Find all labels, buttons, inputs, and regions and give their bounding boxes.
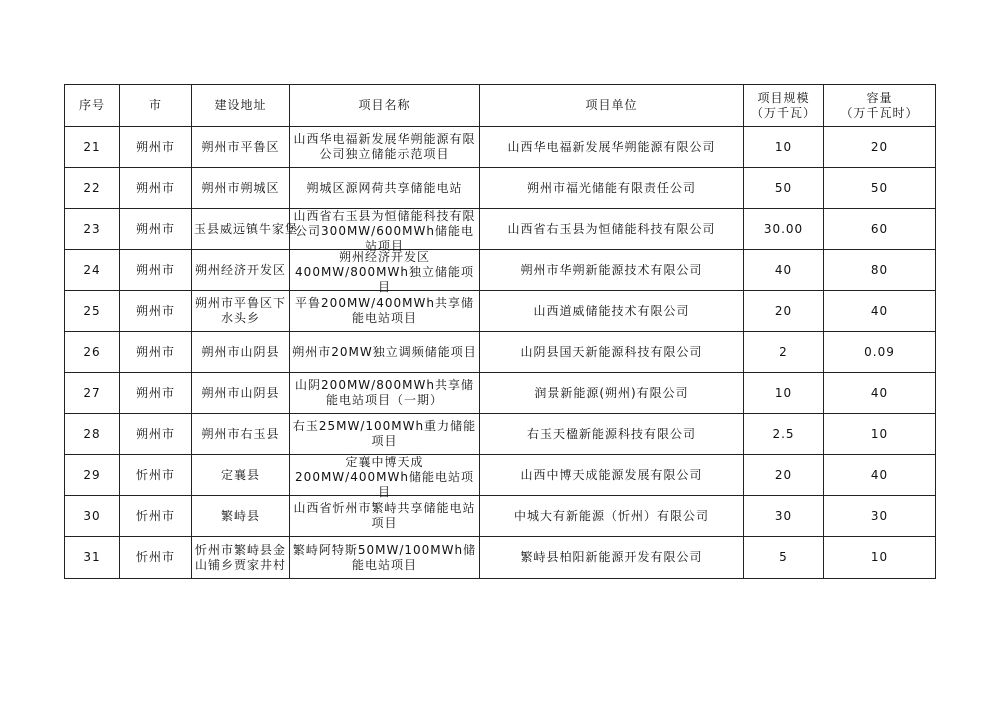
table-row: [65, 291, 936, 332]
project-table: [64, 84, 936, 579]
cell-capacity: 30: [824, 496, 936, 537]
table-row: [65, 414, 936, 455]
cell-capacity: 60: [824, 209, 936, 250]
cell-location: [192, 537, 290, 579]
cell-capacity: 20: [824, 127, 936, 168]
table-row: [65, 455, 936, 496]
cell-location: [192, 332, 290, 373]
cell-scale: 30: [744, 496, 824, 537]
cell-seq: 30: [65, 496, 120, 537]
cell-location-text: 朔州市山阴县: [201, 344, 280, 359]
cell-name: [290, 496, 480, 537]
cell-location: [192, 209, 299, 250]
header-scale-line1: 项目规模: [757, 90, 810, 105]
cell-location-text: 繁峙县: [220, 508, 260, 523]
cell-location-text: 忻州市繁峙县金山铺乡贾家井村: [194, 542, 286, 572]
cell-name: [290, 209, 480, 253]
cell-name: [290, 414, 480, 455]
cell-location-text: 玉县威远镇牛家堡: [194, 221, 299, 236]
header-capacity: [824, 85, 936, 127]
cell-seq: 29: [65, 455, 120, 496]
cell-city: 朔州市: [120, 414, 192, 455]
table-header-row: [65, 85, 936, 127]
cell-scale: 10: [744, 127, 824, 168]
table-row: [65, 373, 936, 414]
cell-scale: 50: [744, 168, 824, 209]
cell-location: [192, 127, 290, 168]
cell-city: 朔州市: [120, 168, 192, 209]
cell-company: 山阴县国天新能源科技有限公司: [480, 332, 744, 373]
table-row: [65, 209, 936, 250]
cell-name-text: 山阴200MW/800MWh共享储能电站项目（一期）: [295, 378, 474, 407]
cell-capacity: 0.09: [824, 332, 936, 373]
cell-company: 朔州市华朔新能源技术有限公司: [480, 250, 744, 291]
project-table-container: [64, 84, 935, 579]
cell-name: [290, 332, 480, 373]
cell-location: [192, 168, 290, 209]
cell-name-text: 朔城区源网荷共享储能电站: [306, 180, 463, 195]
cell-seq: 28: [65, 414, 120, 455]
cell-company: 山西省右玉县为恒储能科技有限公司: [480, 209, 744, 250]
cell-company: 山西道威储能技术有限公司: [480, 291, 744, 332]
cell-city: 忻州市: [120, 496, 192, 537]
cell-seq: 21: [65, 127, 120, 168]
cell-name: [290, 168, 480, 209]
cell-name-text: 繁峙阿特斯50MW/100MWh储能电站项目: [292, 542, 477, 572]
cell-scale: 10: [744, 373, 824, 414]
cell-location: [192, 414, 290, 455]
cell-city: 朔州市: [120, 291, 192, 332]
cell-capacity: 40: [824, 455, 936, 496]
cell-location-text: 朔州市平鲁区下水头乡: [194, 296, 286, 325]
cell-seq: 24: [65, 250, 120, 291]
table-row: [65, 537, 936, 579]
header-city: 市: [120, 85, 192, 127]
cell-city: 朔州市: [120, 127, 192, 168]
cell-location-text: 定襄县: [220, 467, 260, 482]
header-capacity-line1: 容量: [866, 90, 893, 105]
cell-company: 右玉天楹新能源科技有限公司: [480, 414, 744, 455]
cell-company: 繁峙县柏阳新能源开发有限公司: [480, 537, 744, 579]
table-row: [65, 332, 936, 373]
cell-scale: 5: [744, 537, 824, 579]
cell-capacity: 10: [824, 414, 936, 455]
table-row: [65, 250, 936, 291]
cell-seq: 25: [65, 291, 120, 332]
header-seq: 序号: [65, 85, 120, 127]
cell-city: 朔州市: [120, 250, 192, 291]
cell-location: [192, 373, 290, 414]
cell-name-text: 平鲁200MW/400MWh共享储能电站项目: [295, 296, 474, 325]
cell-company: 山西中博天成能源发展有限公司: [480, 455, 744, 496]
table-row: [65, 496, 936, 537]
cell-city: 忻州市: [120, 455, 192, 496]
cell-location: [192, 496, 290, 537]
cell-location-text: 朔州市山阴县: [201, 385, 280, 400]
cell-name-text: 朔州市20MW独立调频储能项目: [292, 344, 477, 359]
cell-name-text: 朔州经济开发区400MW/800MWh独立储能项目: [295, 250, 474, 294]
cell-name: [290, 373, 480, 414]
cell-city: 朔州市: [120, 332, 192, 373]
header-capacity-line2: （万千瓦时）: [840, 105, 919, 120]
cell-location-text: 朔州市右玉县: [201, 426, 280, 441]
cell-scale: 20: [744, 291, 824, 332]
cell-scale: 40: [744, 250, 824, 291]
cell-scale: 30.00: [744, 209, 824, 250]
cell-seq: 27: [65, 373, 120, 414]
cell-name: [290, 455, 480, 499]
cell-name-text: 山西省忻州市繁峙共享储能电站项目: [293, 501, 476, 530]
cell-seq: 26: [65, 332, 120, 373]
header-name: 项目名称: [290, 85, 480, 127]
header-location: 建设地址: [192, 85, 290, 127]
cell-location: [192, 250, 290, 291]
table-row: [65, 168, 936, 209]
cell-name: [290, 537, 480, 579]
cell-seq: 22: [65, 168, 120, 209]
cell-capacity: 40: [824, 291, 936, 332]
header-scale: [744, 85, 824, 127]
cell-scale: 2: [744, 332, 824, 373]
cell-seq: 23: [65, 209, 120, 250]
cell-name-text: 定襄中博天成200MW/400MWh储能电站项目: [295, 455, 474, 499]
cell-scale: 20: [744, 455, 824, 496]
cell-seq: 31: [65, 537, 120, 579]
cell-location: [192, 291, 290, 332]
cell-company: 朔州市福光储能有限责任公司: [480, 168, 744, 209]
cell-company: 润景新能源(朔州)有限公司: [480, 373, 744, 414]
header-scale-line2: （万千瓦）: [750, 105, 816, 120]
cell-name-text: 右玉25MW/100MWh重力储能项目: [292, 419, 477, 448]
cell-company: 中城大有新能源（忻州）有限公司: [480, 496, 744, 537]
table-row: [65, 127, 936, 168]
cell-capacity: 10: [824, 537, 936, 579]
cell-city: 朔州市: [120, 373, 192, 414]
header-company: 项目单位: [480, 85, 744, 127]
cell-name: [290, 291, 480, 332]
cell-capacity: 50: [824, 168, 936, 209]
cell-city: 忻州市: [120, 537, 192, 579]
cell-location-text: 朔州经济开发区: [194, 262, 286, 277]
cell-name-text: 山西华电福新发展华朔能源有限公司独立储能示范项目: [293, 132, 476, 161]
cell-location: [192, 455, 290, 496]
cell-location-text: 朔州市朔城区: [201, 180, 280, 195]
cell-capacity: 80: [824, 250, 936, 291]
cell-name-text: 山西省右玉县为恒储能科技有限公司300MW/600MWh储能电站项目: [293, 209, 476, 253]
cell-scale: 2.5: [744, 414, 824, 455]
cell-capacity: 40: [824, 373, 936, 414]
cell-company: 山西华电福新发展华朔能源有限公司: [480, 127, 744, 168]
cell-city: 朔州市: [120, 209, 192, 250]
cell-location-text: 朔州市平鲁区: [201, 139, 280, 154]
cell-name: [290, 127, 480, 168]
cell-name: [290, 250, 480, 294]
